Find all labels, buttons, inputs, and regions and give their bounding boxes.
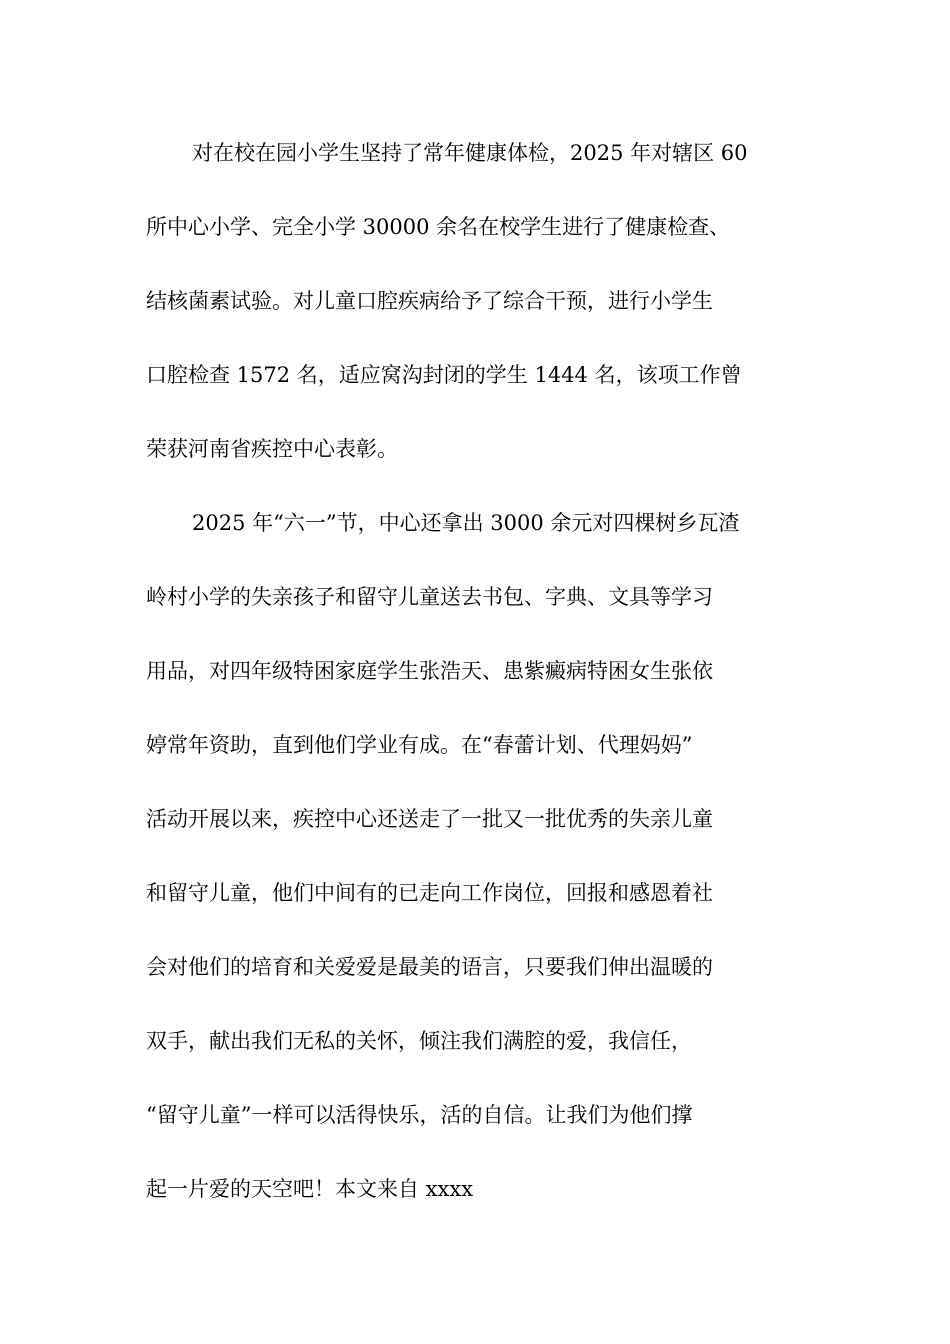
paragraph-2-line-6: 和留守儿童，他们中间有的已走向工作岗位，回报和感恩着社 xyxy=(146,881,713,905)
paragraph-2-line-7: 会对他们的培育和关爱爱是最美的语言，只要我们伸出温暖的 xyxy=(146,955,713,979)
paragraph-1-line-2: 所中心小学、完全小学 30000 余名在校学生进行了健康检查、 xyxy=(146,215,731,239)
paragraph-2-line-9: “留守儿童”一样可以活得快乐，活的自信。让我们为他们撑 xyxy=(146,1103,693,1127)
paragraph-1-line-4: 口腔检查 1572 名，适应窝沟封闭的学生 1444 名，该项工作曾 xyxy=(146,363,742,387)
paragraph-2-line-4: 婷常年资助，直到他们学业有成。在“春蕾计划、代理妈妈” xyxy=(146,733,693,757)
paragraph-2-line-5: 活动开展以来，疾控中心还送走了一批又一批优秀的失亲儿童 xyxy=(146,807,713,831)
paragraph-1-line-3: 结核菌素试验。对儿童口腔疾病给予了综合干预，进行小学生 xyxy=(146,289,713,313)
paragraph-2-line-3: 用品，对四年级特困家庭学生张浩天、患紫癜病特困女生张依 xyxy=(146,659,713,683)
paragraph-2-line-8: 双手，献出我们无私的关怀，倾注我们满腔的爱，我信任， xyxy=(146,1029,692,1053)
paragraph-2-line-10: 起一片爱的天空吧！本文来自 xxxx xyxy=(146,1177,474,1201)
paragraph-1-line-5: 荣获河南省疾控中心表彰。 xyxy=(146,437,398,461)
paragraph-2-line-2: 岭村小学的失亲孩子和留守儿童送去书包、字典、文具等学习 xyxy=(146,585,713,609)
paragraph-2-line-1: 2025 年“六一”节，中心还拿出 3000 余元对四棵树乡瓦渣 xyxy=(192,511,740,535)
paragraph-1-line-1: 对在校在园小学生坚持了常年健康体检，2025 年对辖区 60 xyxy=(192,141,748,165)
